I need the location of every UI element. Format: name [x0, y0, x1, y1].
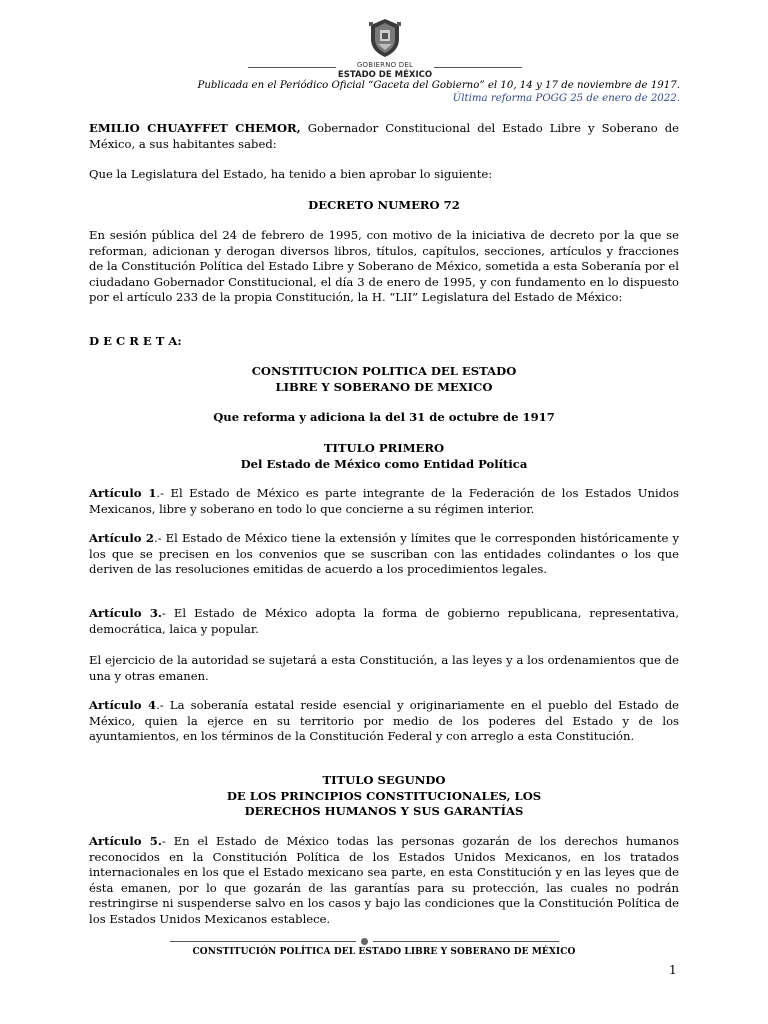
header-rule-right — [434, 67, 522, 68]
decreta-heading: D E C R E T A: — [89, 334, 182, 348]
page-number: 1 — [669, 963, 677, 977]
article-3 — [89, 606, 679, 637]
article-1-text: .- El Estado de México es parte integrante de la Federación de los Estados Unidos Mexicanos, libre y soberano en todo lo que concierne a su régimen interior. — [89, 486, 680, 516]
titulo-segundo-line2: DERECHOS HUMANOS Y SUS GARANTÍAS — [244, 804, 524, 818]
footer-title: CONSTITUCIÓN POLÍTICA DEL ESTADO LIBRE Y SOBERANO DE MÉXICO — [192, 947, 576, 957]
titulo-primero-heading: TITULO PRIMERO — [323, 441, 445, 455]
article-1-label: Artículo 1 — [89, 486, 157, 500]
governor-name: EMILIO CHUAYFFET CHEMOR, — [89, 121, 301, 135]
article-4-label: Artículo 4 — [89, 698, 157, 712]
decreto-paragraph: En sesión pública del 24 de febrero de 1995, con motivo de la iniciativa de decreto por la que se reforman, adicionan y derogan diversos libros, títulos, capítulos, secciones, artículos y fracciones de la Constitución Política del Estado Libre y Soberano de México, sometida a esta Soberanía por el ciudadano Gobernador Constitucional, el día 3 de enero de 1995, y con fundamento en lo dispuesto por el artículo 233 de la propia Constitución, la H. “LII” Legislatura del Estado de México: — [89, 228, 679, 305]
reform-subtitle: Que reforma y adiciona la del 31 de octubre de 1917 — [213, 410, 555, 424]
article-5-text: - En el Estado de México todas las personas gozarán de los derechos humanos reconocidos en la Constitución Política de los Estados Unidos Mexicanos, en los tratados internacionales en los que el Estado mexicano sea parte, en esta Constitución y en las leyes que de ésta emanen, por lo que gozarán de las garantías para su protección, las cuales no podrán restringirse ni suspenderse salvo en los casos y bajo las condiciones que la Constitución Política de los Estados Unidos Mexicanos establece. — [89, 834, 679, 926]
article-1 — [89, 486, 679, 517]
titulo-segundo-heading: TITULO SEGUNDO — [322, 773, 446, 787]
article-4 — [89, 698, 679, 745]
decreto-title: DECRETO NUMERO 72 — [308, 198, 460, 212]
article-5-label: Artículo 5. — [89, 834, 162, 848]
footer-rule-left — [170, 941, 356, 942]
intro-text: Gobernador Constitucional del Estado Libre y Soberano de México, a sus habitantes sabed: — [89, 121, 679, 151]
article-2-label: Artículo 2 — [89, 531, 154, 545]
article-4-text: .- La soberanía estatal reside esencial y originariamente en el pueblo del Estado de México, quien la ejerce en su territorio por medio de los poderes del Estado y de los ayuntamientos, en los términos de la Constitución Federal y con arreglo a esta Constitución. — [89, 698, 679, 744]
government-label-line1: GOBIERNO DEL — [356, 61, 414, 69]
last-reform-note: Última reforma POGG 25 de enero de 2022. — [452, 93, 680, 104]
article-2 — [89, 531, 679, 578]
government-label-line2: ESTADO DE MÉXICO — [337, 70, 433, 80]
article-3-paragraph-2: El ejercicio de la autoridad se sujetará a esta Constitución, a las leyes y a los ordenamientos que de una y otras emanen. — [89, 653, 679, 683]
state-coat-of-arms-icon — [366, 17, 404, 59]
titulo-segundo-line1: DE LOS PRINCIPIOS CONSTITUCIONALES, LOS — [226, 789, 542, 803]
article-5 — [89, 834, 679, 928]
footer-rule-right — [373, 941, 559, 942]
header-rule-left — [248, 67, 336, 68]
legislatura-paragraph: Que la Legislatura del Estado, ha tenido a bien aprobar lo siguiente: — [89, 167, 493, 181]
constitution-title-line1: CONSTITUCION POLITICA DEL ESTADO — [251, 364, 517, 378]
footer-ornament — [361, 938, 368, 945]
intro-paragraph — [89, 121, 679, 152]
article-2-text: .- El Estado de México tiene la extensión y límites que le corresponden históricamente y los que se precisen en los convenios que se suscriban con las entidades colindantes o los que deriven de las resoluciones emitidas de acuerdo a los procedimientos legales. — [89, 531, 679, 577]
article-3-text: - El Estado de México adopta la forma de gobierno republicana, representativa, democrática, laica y popular. — [89, 606, 679, 636]
article-3-label: Artículo 3. — [89, 606, 162, 620]
titulo-primero-name: Del Estado de México como Entidad Política — [240, 457, 528, 471]
publication-note: Publicada en el Periódico Oficial “Gaceta del Gobierno” el 10, 14 y 17 de noviembre de 1917. — [197, 80, 680, 91]
constitution-title-line2: LIBRE Y SOBERANO DE MEXICO — [275, 380, 493, 394]
